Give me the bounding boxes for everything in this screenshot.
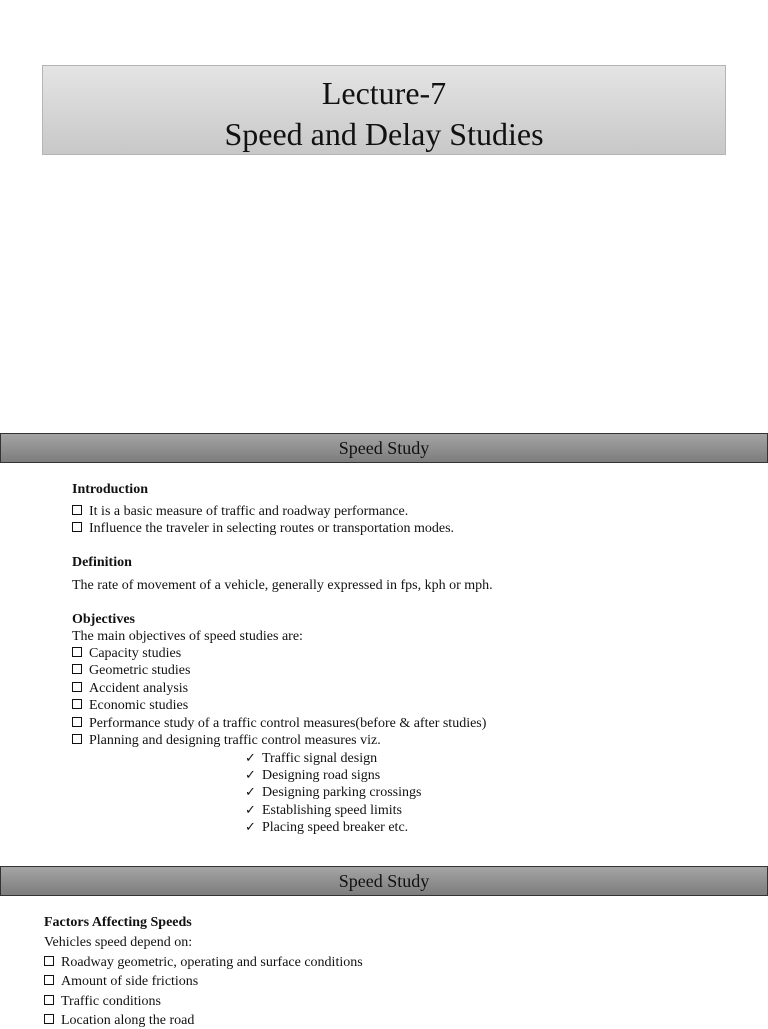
factor-item: Location along the road (44, 1012, 194, 1029)
square-bullet-icon (44, 975, 54, 985)
section-banner-speed-study: Speed Study (0, 433, 768, 463)
objectives-lead: The main objectives of speed studies are: (72, 629, 303, 644)
section-banner-speed-study-2: Speed Study (0, 866, 768, 896)
title-box (42, 65, 726, 155)
objectives-heading: Objectives (72, 612, 135, 627)
square-bullet-icon (44, 995, 54, 1005)
checkmark-icon: ✓ (245, 819, 256, 834)
objective-item: Performance study of a traffic control measures(before & after studies) (72, 715, 486, 732)
factor-item: Roadway geometric, operating and surface conditions (44, 954, 363, 971)
square-bullet-icon (72, 699, 82, 709)
objective-item: Planning and designing traffic control measures viz. (72, 732, 381, 749)
factors-lead: Vehicles speed depend on: (44, 935, 193, 950)
checkmark-icon: ✓ (245, 802, 256, 817)
square-bullet-icon (72, 734, 82, 744)
sub-item: ✓ Traffic signal design (245, 750, 378, 766)
checkmark-icon: ✓ (245, 750, 256, 765)
square-bullet-icon (44, 956, 54, 966)
square-bullet-icon (72, 522, 82, 532)
sub-item: ✓ Establishing speed limits (245, 802, 402, 818)
intro-item: Influence the traveler in selecting routes or transportation modes. (72, 520, 454, 537)
square-bullet-icon (72, 717, 82, 727)
checkmark-icon: ✓ (245, 767, 256, 782)
definition-text: The rate of movement of a vehicle, generally expressed in fps, kph or mph. (72, 578, 493, 593)
checkmark-icon: ✓ (245, 784, 256, 799)
sub-item: ✓ Placing speed breaker etc. (245, 819, 409, 835)
sub-item: ✓ Designing parking crossings (245, 784, 422, 800)
intro-item: It is a basic measure of traffic and roadway performance. (72, 503, 408, 520)
square-bullet-icon (72, 682, 82, 692)
objective-item: Economic studies (72, 697, 188, 714)
introduction-heading: Introduction (72, 482, 148, 497)
factors-heading: Factors Affecting Speeds (44, 915, 192, 930)
square-bullet-icon (44, 1014, 54, 1024)
objective-item: Geometric studies (72, 662, 190, 679)
objective-item: Capacity studies (72, 645, 181, 662)
square-bullet-icon (72, 505, 82, 515)
factor-item: Traffic conditions (44, 993, 161, 1010)
factor-item: Amount of side frictions (44, 973, 198, 990)
square-bullet-icon (72, 647, 82, 657)
square-bullet-icon (72, 664, 82, 674)
definition-heading: Definition (72, 555, 132, 570)
objective-item: Accident analysis (72, 680, 188, 697)
lecture-title: Speed and Delay Studies (224, 116, 544, 152)
sub-item: ✓ Designing road signs (245, 767, 381, 783)
lecture-number: Lecture-7 (321, 75, 447, 111)
